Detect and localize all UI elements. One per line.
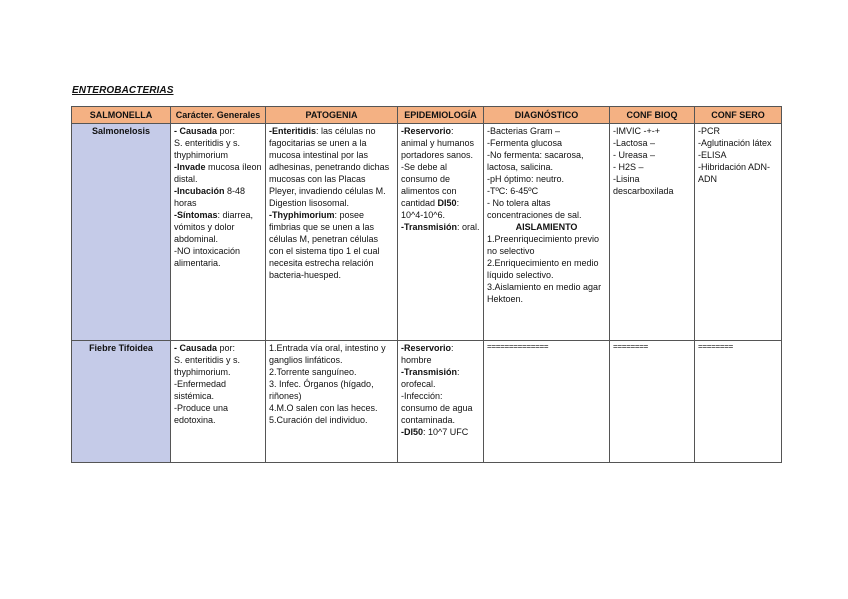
header-caracter-generales: Carácter. Generales [171, 107, 266, 124]
table-row [72, 340, 782, 462]
row-label-salmonelosis: Salmonelosis [72, 123, 171, 340]
cell-caracter-generales: - Causada por: S. enteritidis y s. thyphimorium -Invade mucosa íleon distal. -Incubación 8-48 horas -Síntomas: diarrea, vómitos y dolor abdominal. -NO intoxicación alimentaria. [171, 123, 266, 340]
header-patogenia: PATOGENIA [266, 107, 398, 124]
header-conf-bioq: CONF BIOQ [610, 107, 695, 124]
cell-conf-bioq: -IMVIC -+-+ -Lactosa – - Ureasa – - H2S – -Lisina descarboxilada [610, 123, 695, 340]
aislamiento-heading: AISLAMIENTO [515, 222, 578, 233]
header-conf-sero: CONF SERO [695, 107, 782, 124]
header-row [72, 107, 782, 124]
cell-diagnostico: -Bacterias Gram – -Fermenta glucosa -No fermenta: sacarosa, lactosa, salicina. -pH óptimo: neutro. -TºC: 6-45ºC - No tolera altas concentraciones de sal. AISLAMIENTO 1.Preenriquecimiento previo no selectivo 2.Enriquecimiento en medio líquido selectivo. 3.Aislamiento en medio agar Hektoen. [484, 123, 610, 340]
document-title: ENTEROBACTERIAS [72, 85, 174, 96]
cell-epidemiologia: -Reservorio: animal y humanos portadores sanos. -Se debe al consumo de alimentos con cantidad DI50: 10^4-10^6. -Transmisión: oral. [398, 123, 484, 340]
cell-conf-sero: ======== [695, 340, 782, 462]
cell-patogenia: -Enteritidis: las células no fagocitarias se unen a la mucosa intestinal por las adhesinas, penetrando dichas mucosas con las Placas Pleyer, invadiendo células M. Digestion lisosomal. -Thyphimorium: posee fimbrias que se unen a las células M, penetran células con el sistema tipo 1 el cual necesita estrecha relación bacteria-huesped. [266, 123, 398, 340]
cell-conf-bioq: ======== [610, 340, 695, 462]
cell-conf-sero: -PCR -Aglutinación látex -ELISA -Hibridación ADN-ADN [695, 123, 782, 340]
cell-diagnostico: ============== [484, 340, 610, 462]
cell-patogenia: 1.Entrada vía oral, intestino y ganglios linfáticos. 2.Torrente sanguíneo. 3. Infec. Órganos (hígado, riñones) 4.M.O salen con las heces. 5.Curación del individuo. [266, 340, 398, 462]
table-row [72, 123, 782, 340]
enterobacterias-table [71, 106, 782, 463]
row-label-fiebre-tifoidea: Fiebre Tifoidea [72, 340, 171, 462]
cell-epidemiologia: -Reservorio: hombre -Transmisión: orofecal. -Infección: consumo de agua contaminada. -DI50: 10^7 UFC [398, 340, 484, 462]
header-epidemiologia: EPIDEMIOLOGÍA [398, 107, 484, 124]
header-diagnostico: DIAGNÓSTICO [484, 107, 610, 124]
cell-caracter-generales: - Causada por: S. enteritidis y s. thyphimorium. -Enfermedad sistémica. -Produce una edotoxina. [171, 340, 266, 462]
header-salmonella: SALMONELLA [72, 107, 171, 124]
